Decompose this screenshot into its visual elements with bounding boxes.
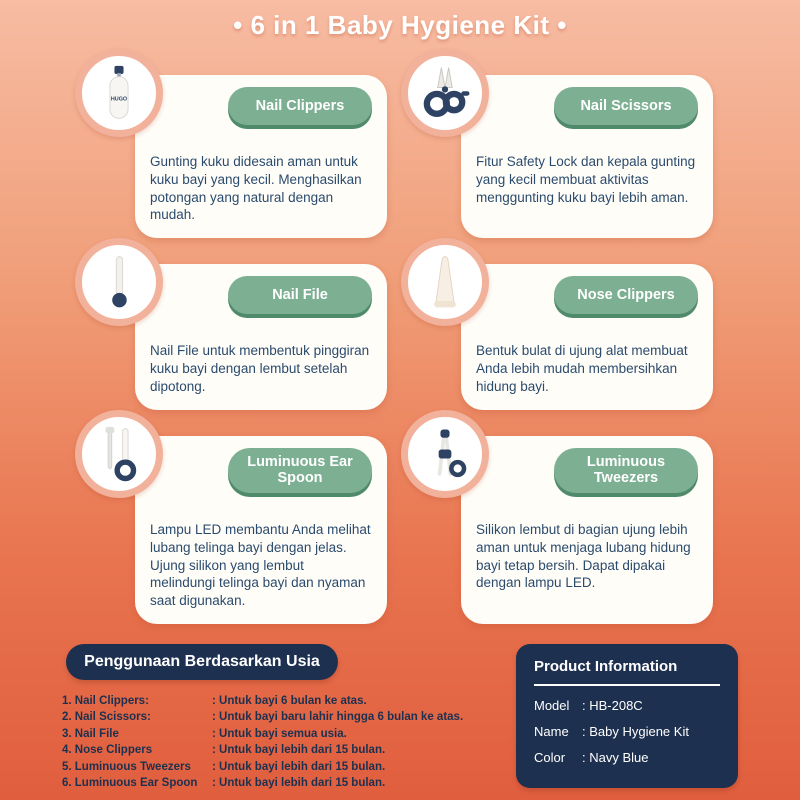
tweezers-photo-circle [401, 410, 489, 498]
nose-clippers-icon [416, 253, 474, 311]
feature-title-pill [554, 448, 698, 493]
ear-spoon-photo-circle [75, 410, 163, 498]
nail-scissors-photo-circle [401, 49, 489, 137]
feature-title-pill [228, 87, 372, 125]
feature-title-pill [554, 276, 698, 314]
nose-clippers-photo-circle [401, 238, 489, 326]
card-body [461, 264, 713, 409]
usage-by-age-section [62, 644, 476, 792]
product-information-header: Product Information [534, 658, 720, 686]
usage-item-label: 5. Luminuous Tweezers [62, 760, 191, 773]
feature-title-pill [554, 87, 698, 125]
product-info-value: : Navy Blue [582, 749, 649, 765]
product-info-label: Color [534, 749, 566, 765]
card-body [135, 75, 387, 238]
usage-item-nail-clippers [62, 694, 476, 708]
usage-item-nail-file [62, 727, 476, 741]
card-body [461, 436, 713, 624]
feature-card-nail-clippers [87, 75, 387, 238]
product-info-label: Model [534, 698, 570, 714]
product-info-value: : Baby Hygiene Kit [582, 723, 689, 739]
bottom-section [0, 644, 800, 792]
card-body [461, 75, 713, 238]
ear-spoon-icon [90, 425, 148, 483]
usage-item-value: : Untuk bayi semua usia. [212, 727, 347, 740]
product-information-box [516, 644, 738, 788]
feature-name: Nail Scissors [580, 97, 672, 114]
usage-item-value: : Untuk bayi lebih dari 15 bulan. [212, 760, 386, 773]
feature-card-nose-clippers [413, 264, 713, 409]
feature-name: Luminuous Ear Spoon [247, 453, 353, 487]
product-info-name-row [534, 724, 720, 741]
usage-header-pill: Penggunaan Berdasarkan Usia [66, 644, 338, 680]
usage-item-label: 6. Luminuous Ear Spoon [62, 776, 198, 789]
nail-file-photo-circle [75, 238, 163, 326]
feature-name: Nose Clippers [577, 286, 675, 303]
feature-title-pill [228, 276, 372, 314]
usage-item-label: 3. Nail File [62, 727, 119, 740]
feature-description: Lampu LED membantu Anda melihat lubang telinga bayi dengan jelas. Ujung silikon yang lembut melindungi telinga bayi dan nyaman saat digunakan. [150, 522, 371, 609]
card-body [135, 436, 387, 624]
usage-item-value: : Untuk bayi lebih dari 15 bulan. [212, 776, 386, 789]
usage-item-nail-scissors [62, 710, 476, 724]
usage-item-value: : Untuk bayi baru lahir hingga 6 bulan ke atas. [212, 711, 464, 724]
feature-name: Nail File [272, 286, 328, 303]
feature-cards-grid [0, 75, 800, 624]
usage-item-label: 4. Nose Clippers [62, 744, 153, 757]
usage-item-nose-clippers [62, 743, 476, 757]
page-title: • 6 in 1 Baby Hygiene Kit • [233, 10, 567, 40]
brand-text: HUGO [110, 96, 128, 103]
feature-description: Gunting kuku didesain aman untuk kuku bayi yang kecil. Menghasilkan potongan yang natural dengan mudah. [150, 154, 362, 223]
feature-card-nail-file [87, 264, 387, 409]
usage-item-label: 2. Nail Scissors: [62, 711, 151, 724]
usage-item-value: : Untuk bayi 6 bulan ke atas. [212, 695, 367, 708]
nail-scissors-icon [416, 64, 474, 122]
feature-name: Luminuous Tweezers [586, 453, 666, 487]
nail-clippers-photo-circle [75, 49, 163, 137]
feature-name: Nail Clippers [255, 97, 345, 114]
card-body [135, 264, 387, 409]
tweezers-icon [416, 425, 474, 483]
product-info-model-row [534, 698, 720, 715]
nail-file-icon [90, 253, 148, 311]
nail-clippers-icon [90, 64, 148, 122]
usage-item-label: 1. Nail Clippers: [62, 695, 149, 708]
usage-list [62, 694, 476, 790]
feature-title-pill [228, 448, 372, 493]
usage-item-value: : Untuk bayi lebih dari 15 bulan. [212, 744, 386, 757]
feature-description: Nail File untuk membentuk pinggiran kuku bayi dengan lembut setelah dipotong. [150, 343, 370, 394]
product-info-value: : HB-208C [582, 698, 643, 714]
feature-description: Bentuk bulat di ujung alat membuat Anda lebih mudah membersihkan hidung bayi. [476, 343, 688, 394]
feature-description: Fitur Safety Lock dan kepala gunting yang kecil membuat aktivitas menggunting kuku bayi lebih aman. [476, 154, 696, 205]
usage-item-luminuous-ear-spoon [62, 776, 476, 790]
feature-card-ear-spoon [87, 436, 387, 624]
feature-description: Silikon lembut di bagian ujung lebih aman untuk menjaga lubang hidung bayi tetap bersih. Dapat dipakai dengan lampu LED. [476, 522, 691, 591]
feature-card-nail-scissors [413, 75, 713, 238]
feature-card-tweezers [413, 436, 713, 624]
product-info-label: Name [534, 723, 569, 739]
product-info-color-row [534, 750, 720, 767]
usage-item-luminuous-tweezers [62, 760, 476, 774]
